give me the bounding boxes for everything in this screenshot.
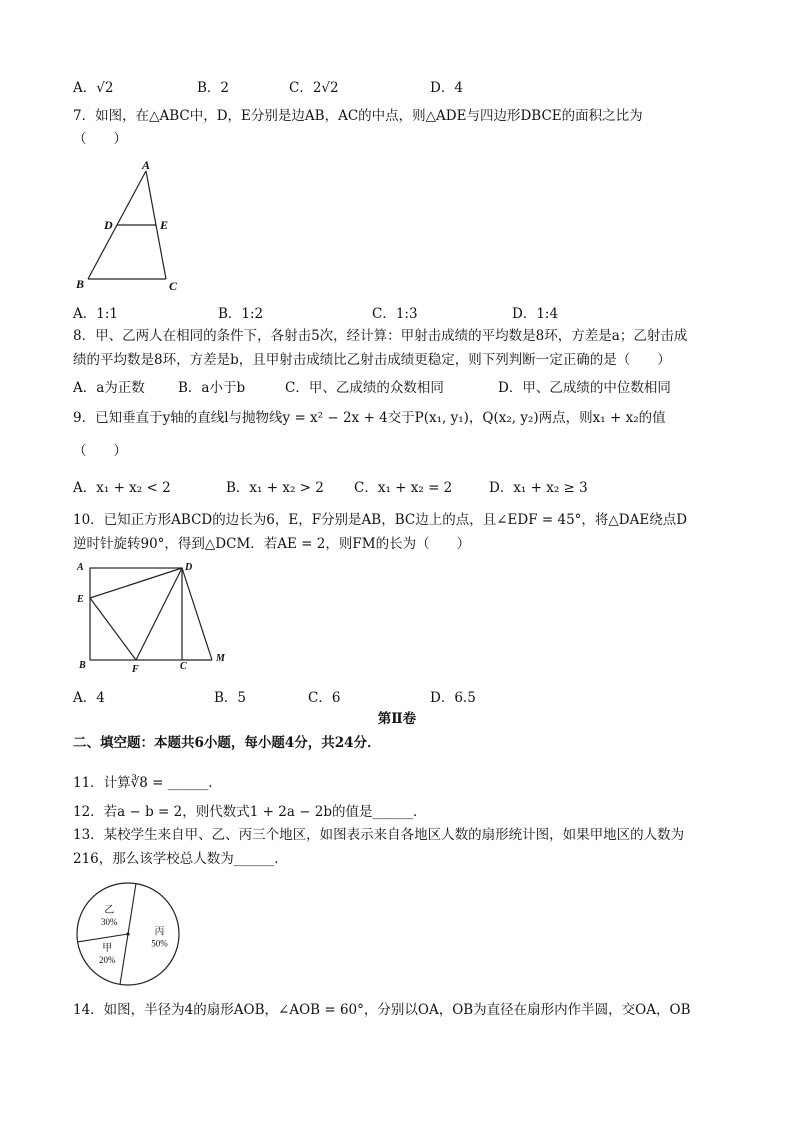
pie-center: [126, 932, 129, 935]
q12-text: 12．若a − b = 2，则代数式1 + 2a − 2b的值是______．: [73, 804, 427, 820]
q7-text: 7．如图，在△ABC中，D，E分别是边AB，AC的中点，则△ADE与四边形DBCE的面积之比为: [73, 108, 643, 124]
q9-option-b: B．x₁ + x₂ > 2: [226, 480, 324, 496]
q8-option-d: D．甲、乙成绩的中位数相同: [498, 380, 671, 396]
q10-square-figure: [70, 558, 240, 678]
q7-option-b: B．1:2: [218, 306, 264, 322]
label-c: C: [169, 279, 178, 293]
q14-text: 14．如图，半径为4的扇形AOB，∠AOB = 60°，分别以OA，OB为直径在扇形内作半圆，交OA，OB: [73, 1002, 691, 1018]
q7-option-c: C．1:3: [372, 306, 418, 322]
q6-option-c: C．2√2: [289, 80, 339, 96]
q13-pie-chart: [76, 882, 180, 986]
q6-option-d: D．4: [430, 80, 463, 96]
pie-value-label-0: 50%: [151, 938, 168, 949]
label-f: F: [132, 664, 139, 675]
pie-label-1: 甲: [102, 942, 113, 954]
q7-option-a: A．1:1: [73, 306, 118, 322]
q10-line2: 逆时针旋转90°，得到△DCM．若AE = 2，则FM的长为（ ）: [73, 536, 471, 552]
label-c: C: [180, 661, 187, 672]
q7-option-d: D．1:4: [512, 306, 559, 322]
q8-option-a: A．a为正数: [73, 380, 145, 396]
q9-option-d: D．x₁ + x₂ ≥ 3: [489, 480, 588, 496]
q8-line1: 8．甲、乙两人在相同的条件下，各射击5次，经计算：甲射击成绩的平均数是8环，方差是a；乙射击成: [73, 328, 688, 344]
label-m: M: [216, 653, 225, 664]
pie-value-label-2: 30%: [100, 917, 118, 928]
q8-option-b: B．a小于b: [178, 380, 246, 396]
label-d: D: [104, 218, 113, 232]
label-e: E: [77, 594, 84, 605]
q7-triangle-figure: [70, 155, 190, 295]
label-e: E: [160, 218, 169, 232]
q6-option-b: B．2: [197, 80, 230, 96]
section-title: 第Ⅱ卷: [377, 711, 417, 727]
pie-label-2: 乙: [104, 905, 115, 917]
q13-line2: 216，那么该学校总人数为______．: [73, 851, 288, 867]
q11-text: 11．计算∛8 = ______．: [73, 775, 222, 791]
section-heading: 二、填空题：本题共6小题，每小题4分，共24分．: [73, 735, 381, 751]
pie-value-label-1: 20%: [98, 954, 116, 965]
pie-label-0: 丙: [154, 926, 165, 938]
label-a: A: [77, 562, 84, 573]
label-b: B: [76, 277, 85, 291]
q9-option-a: A．x₁ + x₂ < 2: [73, 480, 171, 496]
q6-option-a: A．√2: [73, 80, 114, 96]
q10-line1: 10．已知正方形ABCD的边长为6，E，F分别是AB，BC边上的点，且∠EDF = 45°，将△DAE绕点D: [73, 512, 688, 528]
q10-option-c: C．6: [308, 690, 341, 706]
q13-line1: 13．某校学生来自甲、乙、丙三个地区，如图表示来自各地区人数的扇形统计图，如果甲地区的人数为: [73, 827, 685, 843]
q8-option-c: C．甲、乙成绩的众数相同: [285, 380, 444, 396]
q9-option-c: C．x₁ + x₂ = 2: [354, 480, 453, 496]
q7-paren: （ ）: [73, 131, 127, 147]
q8-line2: 绩的平均数是8环，方差是b，且甲射击成绩比乙射击成绩更稳定，则下列判断一定正确的是（ ）: [73, 352, 671, 368]
label-b: B: [79, 660, 86, 671]
label-d: D: [185, 562, 193, 573]
q10-option-b: B．5: [214, 690, 247, 706]
q10-option-a: A．4: [73, 690, 105, 706]
q9-paren: （ ）: [73, 443, 127, 459]
label-a: A: [142, 158, 151, 172]
q10-option-d: D．6.5: [430, 690, 476, 706]
q9-text: 9．已知垂直于y轴的直线l与抛物线y = x² − 2x + 4交于P(x₁, y₁)，Q(x₂, y₂)两点，则x₁ + x₂的值: [73, 410, 666, 426]
